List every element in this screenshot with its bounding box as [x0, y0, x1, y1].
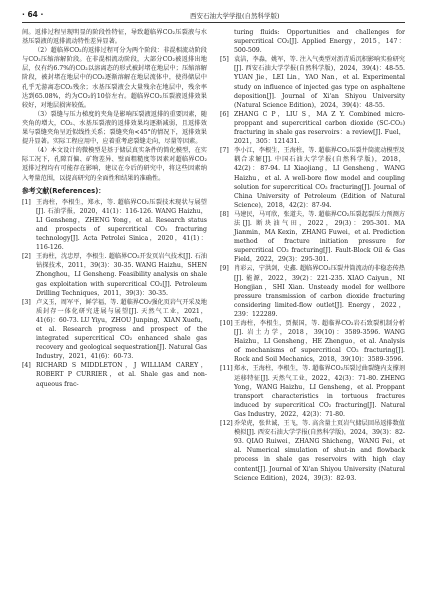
conclusion-paragraph-4: （4）本文设计的微模型是基于储层真实条件的简化模型，在实际工况下，孔隙百偏、矿物差异、壁面粗糙度等因素对超临界CO₂返排过程均有可能存在影响，建议在今后的研究中，将这些因素纳入考量范围，以提高研究的全面性和结果的准确性。: [22, 147, 207, 182]
reference-text: 李小江，李根生，王海柱，等. 超临界CO₂压裂井筒流动模型及耦合求解[J]. 中国石油大学学报(自然科学版)，2018，42(2)：87-94. LI Xiaojiang，LI Gensheng，WANG Haizhu，et al. A well-bore flow model and coupling solution for supercritical CO₂ fracturing[J]. Journal of China University of Petroleum (Edition of Natural Science)，2018，42(2)：87-94.: [234, 147, 405, 209]
conclusion-paragraph-1: 间。返排过程呈现明显的阶段性特征，导致超临界CO₂压裂液与水基压裂液的返排流动特性差异显著。: [22, 29, 207, 46]
reference-text: 袁洁，李淼，姚军，等. 注入气类型对沥青质沉积影响实验研究[J]. 西安石油大学学报(自然科学版)，2024，39(4)：48-55. YUAN Jie，LEI Lin，YAO Nan，et al. Experimental study on influence of injected gas type on asphaltene deposition[J]. Journal of Xi'an Shiyou University (Natural Science Edition)，2024，39(4)：48-55.: [234, 56, 405, 109]
reference-text: RICHARD S MIDDLETON，J WILLIAM CAREY，ROBERT P CURRIER，et al. Shale gas and non-aqueous frac-: [36, 362, 207, 388]
reference-text: 马建民，马可欣，张道夫，等. 超临界CO₂压裂起裂压力预测方法[J]. 断块油气田，2022，29(3)：295-301. MA Jianmin，MA Kexin，ZHANG Fuwei，et al. Prediction method of fracture initiation pressure for supercritical CO₂ fracturing[J]. Fault-Block Oil & Gas Field，2022，29(3)：295-301.: [234, 210, 405, 264]
reference-continuation: [220, 28, 405, 55]
reference-item: [220, 55, 405, 110]
reference-item: [220, 319, 405, 364]
reference-text: 王海柱，李根生，贾振国，等. 超临界CO₂岩石致裂机制分析[J]. 岩土力学，2018，39(10)：3589-3596. WANG Haizhu，LI Gensheng，HE Zhenguo，et al. Analysis of mechanisms of supercritical CO₂ fracturing[J]. Rock and Soil Mechanics，2018，39(10)：3589-3596.: [234, 320, 405, 364]
reference-item: [220, 419, 405, 483]
reference-item: [220, 210, 405, 265]
reference-text: ZHANG C P，LIU S，MA Z Y. Combined micro-proppant and supercritical carbon dioxide (SC-CO₂) fracturing in shale gas reservoirs：a review[J]. Fuel，2021，305：121431.: [234, 110, 405, 146]
reference-number: [11]: [220, 365, 233, 373]
journal-name: 西安石油大学学报(自然科学版): [190, 12, 280, 20]
reference-number: [3]: [22, 298, 31, 306]
reference-item: [22, 298, 207, 362]
reference-item: [220, 264, 405, 319]
left-column: [22, 28, 207, 389]
reference-item: [22, 361, 207, 388]
reference-number: [4]: [22, 362, 31, 370]
reference-text: 乔荣虎，张世诚，王飞，等. 高含量土页岩气储层回吊返排数值模拟[J]. 西安石油大学学报(自然科学版)，2024，39(3)：82-93. QIAO Ruiwei，ZHANG Shicheng，WANG Fei，et al. Numerical simulation of shut-in and flowback process in shale gas reservoirs with high clay content[J]. Journal of Xi'an Shiyou University (Natural Science Edition)，2024，39(3)：82-93.: [234, 420, 405, 482]
reference-text: 卢义玉，周军平，鲜学福，等. 超临界CO₂强化页岩气开采及地质封存一体化研究进展与展望[J]. 天然气工业，2021，41(6)：60-73. LU Yiyu，ZHOU Junping，XIAN Xuefu，et al. Research progress and prospect of the integrated supercritical CO₂ enhanced shale gas recovery and geological sequestration[J]. Natural Gas Industry，2021，41(6)：60-73.: [36, 298, 207, 361]
reference-text: turing fluids: Opportunities and challenges for supercritical CO₂[J]. Applied Energy，2015，147：500-509.: [234, 29, 405, 55]
page-header: [22, 10, 405, 23]
reference-item: [22, 252, 207, 297]
reference-item: [220, 146, 405, 210]
reference-text: 郑永，王海柱，李根生，等. 超临界CO₂压裂过曲裂缝内支撑剂运移特征[J]. 天然气工业，2022，42(3)：71-80. ZHENG Yong，WANG Haizhu，LI Gensheng，et al. Proppant transport characteristics in tortuous fractures induced by supercritical CO₂ fracturing[J]. Natural Gas Industry，2022，42(3)：71-80.: [234, 365, 405, 418]
reference-number: [2]: [22, 253, 31, 261]
reference-number: [7]: [220, 147, 229, 155]
references-heading: 参考文献(References)：: [22, 186, 106, 195]
reference-number: [8]: [220, 210, 229, 218]
reference-item: [22, 198, 207, 253]
reference-number: [6]: [220, 110, 229, 118]
reference-item: [220, 364, 405, 419]
reference-number: [1]: [22, 198, 31, 206]
right-column: [220, 28, 405, 483]
page-number: · 64 ·: [22, 10, 44, 19]
reference-text: 肖彩云，宁洪剑，史鑫. 超临界CO₂压裂井筒流动的非稳态传热[J]. 能源，2022，39(2)：221-235. XIAO Caiyun，NI Hongjian，SHI Xian. Unsteady model for wellbore pressure transmission of carbon dioxide fracturing considering limited-flow outlet[J]. Energy，2022，239：122289.: [234, 265, 405, 318]
reference-number: [5]: [220, 56, 229, 64]
reference-number: [12]: [220, 420, 233, 428]
reference-number: [10]: [220, 320, 233, 327]
reference-number: [9]: [220, 265, 229, 273]
conclusion-paragraph-3: （3）裂缝与压力梯度的夹角是影响压裂液返排的重要因素，随夹角的增大，CO₂、水基压裂液的返排效果均逐渐减弱，且返排效果与裂缝夹角呈近似线性关系；裂缝夹角<45°的情况下，返排效果提升显著。实际工程应用中，应着重考虑裂缝走向，尽量等因素。: [22, 110, 207, 146]
reference-item: [220, 110, 405, 146]
reference-text: 王海柱，李根生，郑永，等. 超临界CO₂压裂技术现状与展望[J]. 石油学报，2020，41(1)：116-126. WANG Haizhu，LI Gensheng，ZHENG Yong，et al. Research status and prospects of supercritical CO₂ fracturing technology[J]. Acta Petrolei Sinica，2020，41(1)：116-126.: [36, 198, 207, 252]
reference-text: 王海柱，沈忠厚，李根生. 超临界CO₂开发页岩气技术[J]. 石油钻探技术，2011，39(3)：30-35. WANG Haizhu，SHEN Zhonghou，LI Gensheng. Feasibility analysis on shale gas exploitation with supercritical CO₂[J]. Petroleum Drilling Techniques，2011，39(3)：30-35.: [36, 253, 207, 297]
conclusion-paragraph-2: （2）超临界CO₂的返排过程可分为两个阶段：非混相流动阶段与CO₂压缩溶解阶段。在非混相流动阶段，大部分CO₂被返排出地层，仅有约6.7%的CO₂以溶离态的形式被封堵在地层中；压缩溶解阶段，被封堵在地层中的CO₂逐渐溶解在地层流体中，使得储层中孔乎无游离态CO₂残余；水基压裂液会大量残余在地层中，残余率达到65.08%，约为CO₂的10倍左右。超临界CO₂压裂液返排效果较好，对地层损害较低。: [22, 47, 207, 109]
